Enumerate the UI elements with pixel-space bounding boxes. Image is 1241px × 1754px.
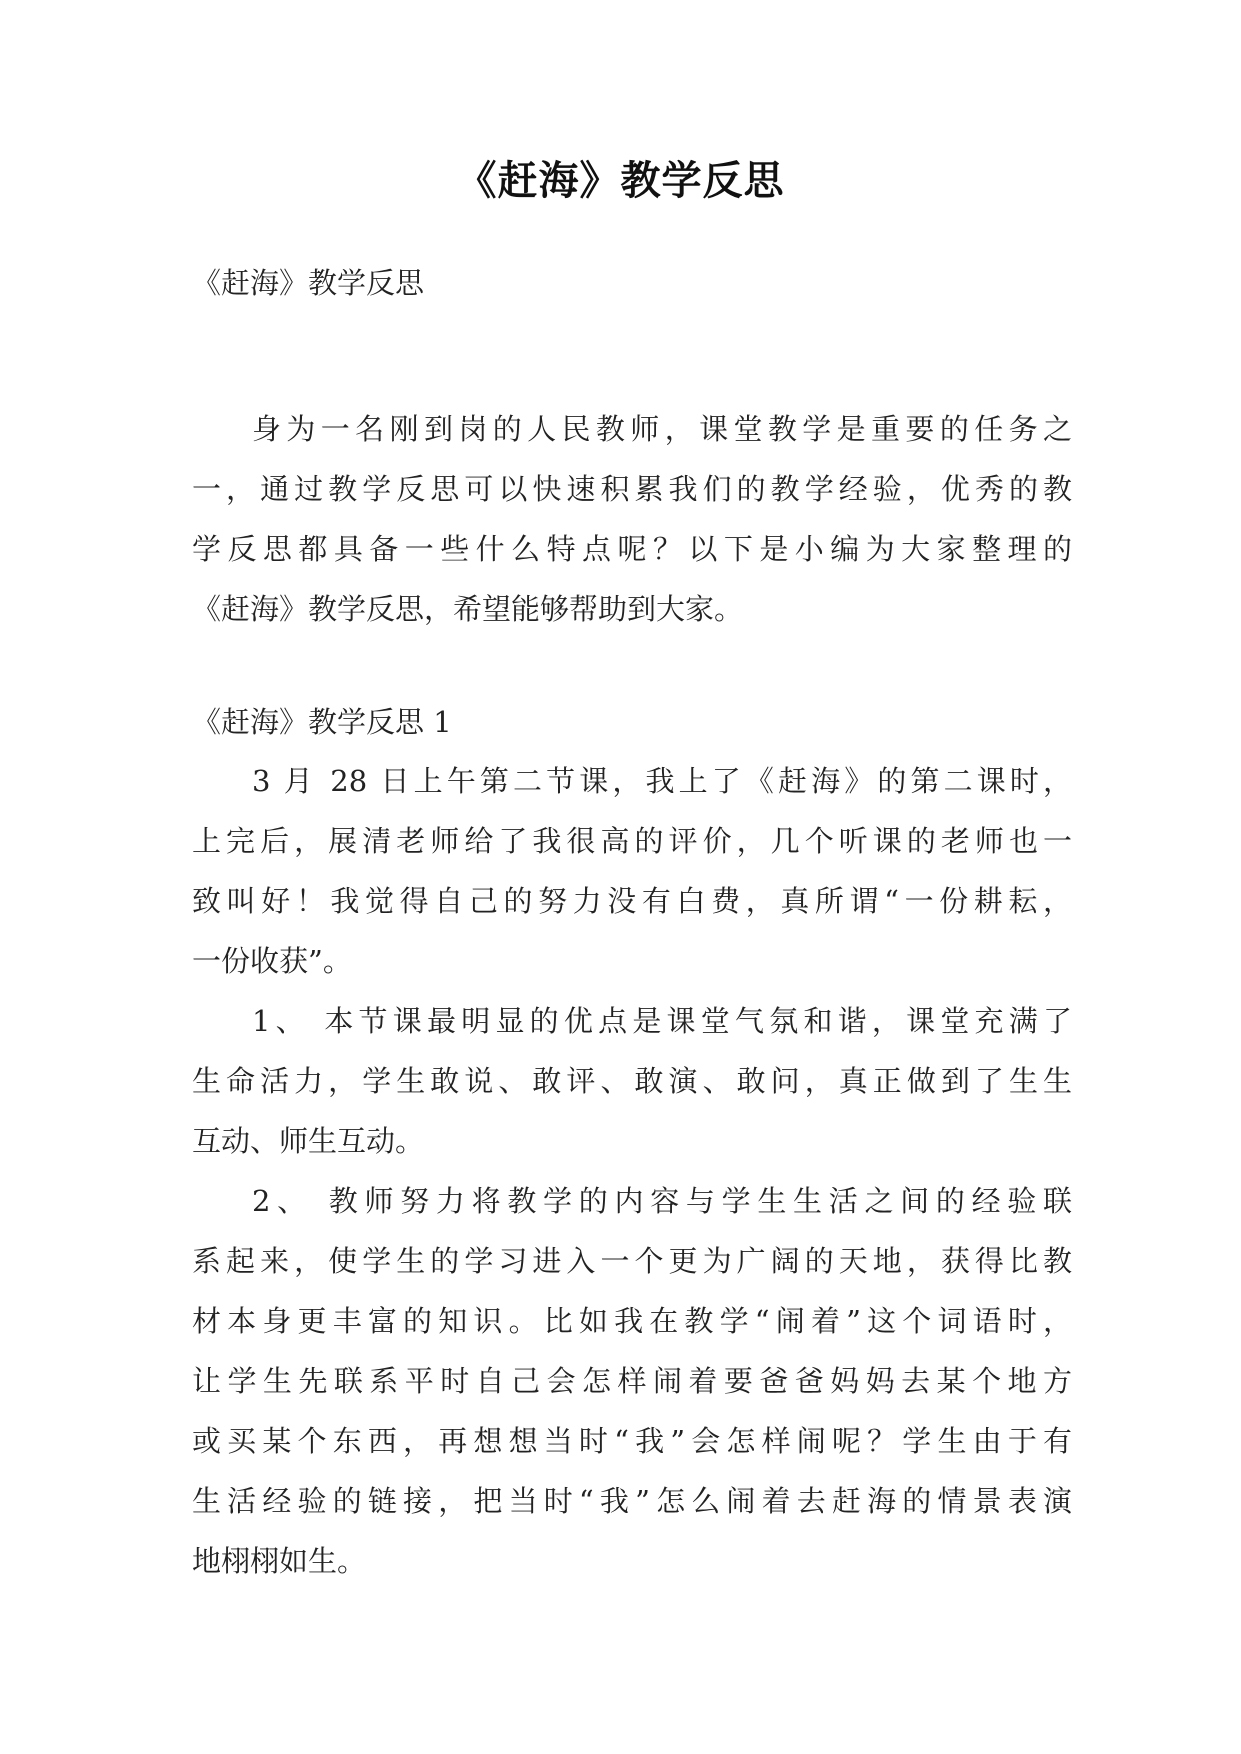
para3-line-6: 生活经验的链接，把当时“我”怎么闹着去赶海的情景表演 — [192, 1484, 1072, 1518]
para3-line-2: 系起来，使学生的学习进入一个更为广阔的天地，获得比教 — [192, 1244, 1072, 1278]
para1-line-1: 3 月 28 日上午第二节课，我上了《赶海》的第二课时， — [252, 764, 1072, 798]
document-title: 《赶海》教学反思 — [456, 158, 785, 204]
para2-line-3: 互动、师生互动。 — [192, 1124, 425, 1158]
para3-line-4: 让学生先联系平时自己会怎样闹着要爸爸妈妈去某个地方 — [192, 1364, 1072, 1398]
intro-line-2: 一，通过教学反思可以快速积累我们的教学经验，优秀的教 — [192, 472, 1072, 506]
para3-line-5: 或买某个东西，再想想当时“我”会怎样闹呢？学生由于有 — [192, 1424, 1072, 1458]
section-heading: 《赶海》教学反思 1 — [192, 705, 452, 739]
document-subtitle: 《赶海》教学反思 — [192, 266, 425, 300]
intro-line-3: 学反思都具备一些什么特点呢？以下是小编为大家整理的 — [192, 532, 1072, 566]
para1-line-3: 致叫好！我觉得自己的努力没有白费，真所谓“一份耕耘， — [192, 884, 1072, 918]
para2-line-1: 1、 本节课最明显的优点是课堂气氛和谐，课堂充满了 — [252, 1004, 1072, 1038]
para1-line-4: 一份收获”。 — [192, 944, 352, 978]
intro-line-4: 《赶海》教学反思，希望能够帮助到大家。 — [192, 592, 744, 626]
para3-line-3: 材本身更丰富的知识。比如我在教学“闹着”这个词语时， — [192, 1304, 1072, 1338]
para3-line-1: 2、 教师努力将教学的内容与学生生活之间的经验联 — [252, 1184, 1072, 1218]
intro-line-1: 身为一名刚到岗的人民教师，课堂教学是重要的任务之 — [252, 412, 1072, 446]
para1-line-2: 上完后，展清老师给了我很高的评价，几个听课的老师也一 — [192, 824, 1072, 858]
para3-line-7: 地栩栩如生。 — [192, 1544, 367, 1578]
para2-line-2: 生命活力，学生敢说、敢评、敢演、敢问，真正做到了生生 — [192, 1064, 1072, 1098]
